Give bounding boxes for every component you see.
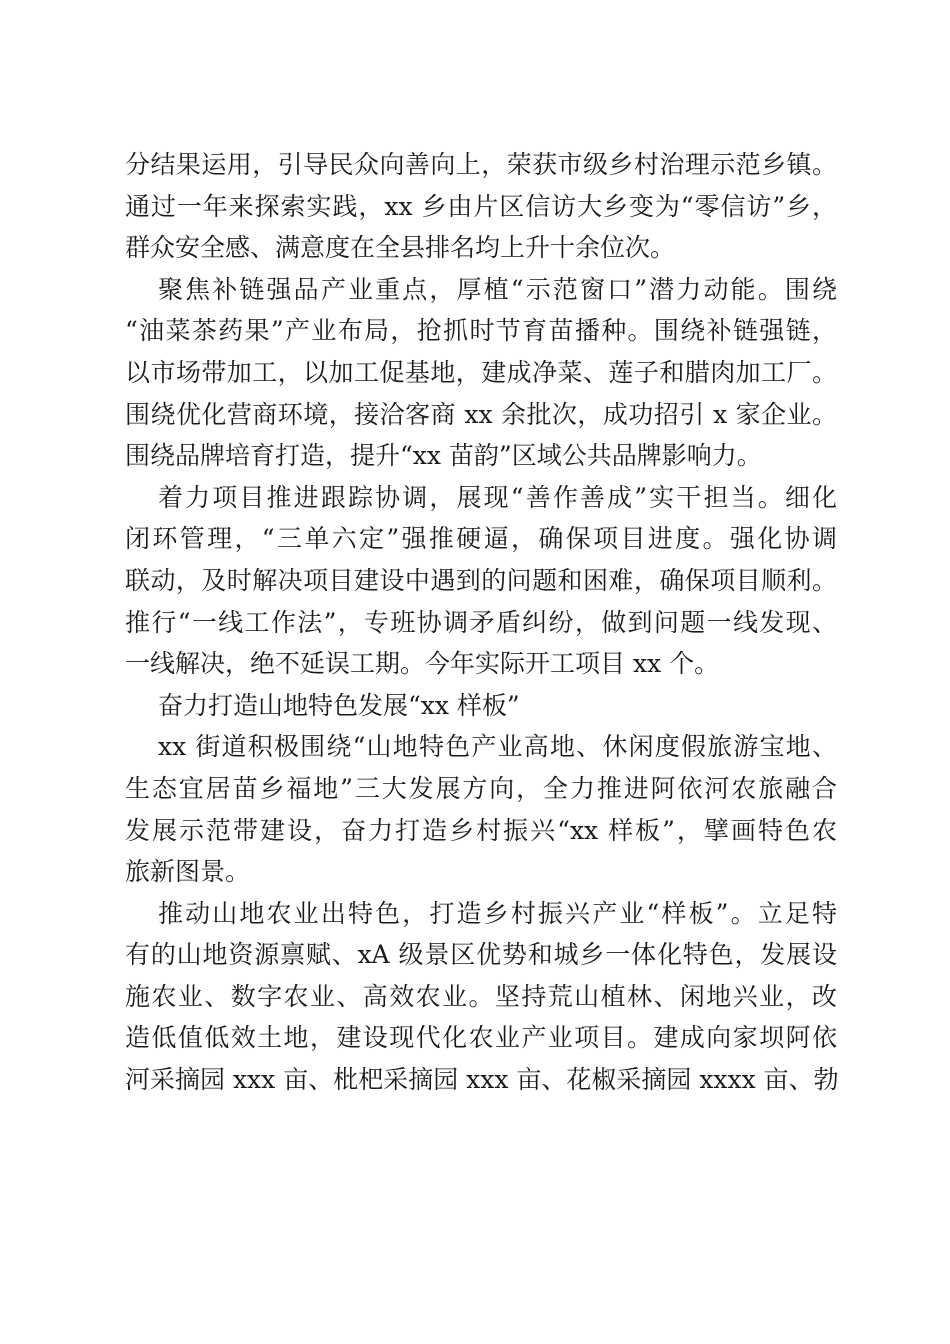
text-line: xx 街道积极围绕“山地特色产业高地、休闲度假旅游宝地、 bbox=[158, 732, 837, 762]
text-line: 联动，及时解决项目建设中遇到的问题和困难，确保项目顺利。 bbox=[125, 565, 837, 595]
text-line: 有的山地资源禀赋、xA 级景区优势和城乡一体化特色，发展设 bbox=[125, 940, 837, 970]
text-line: 一线解决，绝不延误工期。今年实际开工项目 xx 个。 bbox=[125, 649, 720, 679]
text-line: 河采摘园 xxx 亩、枇杷采摘园 xxx 亩、花椒采摘园 xxxx 亩、勃 bbox=[125, 1065, 839, 1095]
text-line: 生态宜居苗乡福地”三大发展方向，全力推进阿依河农旅融合 bbox=[125, 773, 837, 803]
text-line: 通过一年来探索实践，xx 乡由片区信访大乡变为“零信访”乡， bbox=[125, 191, 837, 221]
para-governance-result bbox=[125, 144, 837, 268]
text-line: 推行“一线工作法”，专班协调矛盾纠纷，做到问题一线发现、 bbox=[125, 607, 837, 637]
text-line: 发展示范带建设，奋力打造乡村振兴“xx 样板”，擘画特色农 bbox=[125, 815, 837, 845]
text-line: 着力项目推进跟踪协调，展现“善作善成”实干担当。细化 bbox=[158, 482, 837, 512]
text-line: 推动山地农业出特色，打造乡村振兴产业“样板”。立足特 bbox=[158, 898, 837, 928]
text-line: 奋力打造山地特色发展“xx 样板” bbox=[158, 690, 520, 720]
text-line: 造低值低效土地，建设现代化农业产业项目。建成向家坝阿依 bbox=[125, 1023, 837, 1053]
text-line: 闭环管理，“三单六定”强推硬逼，确保项目进度。强化协调 bbox=[125, 524, 837, 554]
text-line: “油菜茶药果”产业布局，抢抓时节育苗播种。围绕补链强链， bbox=[125, 316, 837, 346]
para-heading-mountain bbox=[125, 685, 837, 726]
text-line: 聚焦补链强品产业重点，厚植“示范窗口”潜力动能。围绕 bbox=[158, 274, 837, 304]
document-body bbox=[125, 144, 837, 1101]
para-industry-chain bbox=[125, 269, 837, 476]
text-line: 围绕优化营商环境，接洽客商 xx 余批次，成功招引 x 家企业。 bbox=[125, 399, 837, 429]
text-line: 群众安全感、满意度在全县排名均上升十余位次。 bbox=[125, 233, 676, 263]
para-project-tracking bbox=[125, 477, 837, 684]
para-mountain-agriculture bbox=[125, 893, 837, 1100]
para-street-intro bbox=[125, 726, 837, 892]
text-line: 旅新图景。 bbox=[125, 857, 251, 887]
text-line: 施农业、数字农业、高效农业。坚持荒山植林、闲地兴业，改 bbox=[125, 981, 837, 1011]
text-line: 围绕品牌培育打造，提升“xx 苗韵”区域公共品牌影响力。 bbox=[125, 441, 762, 471]
text-line: 以市场带加工，以加工促基地，建成净菜、莲子和腊肉加工厂。 bbox=[125, 357, 837, 387]
text-line: 分结果运用，引导民众向善向上，荣获市级乡村治理示范乡镇。 bbox=[125, 150, 837, 179]
